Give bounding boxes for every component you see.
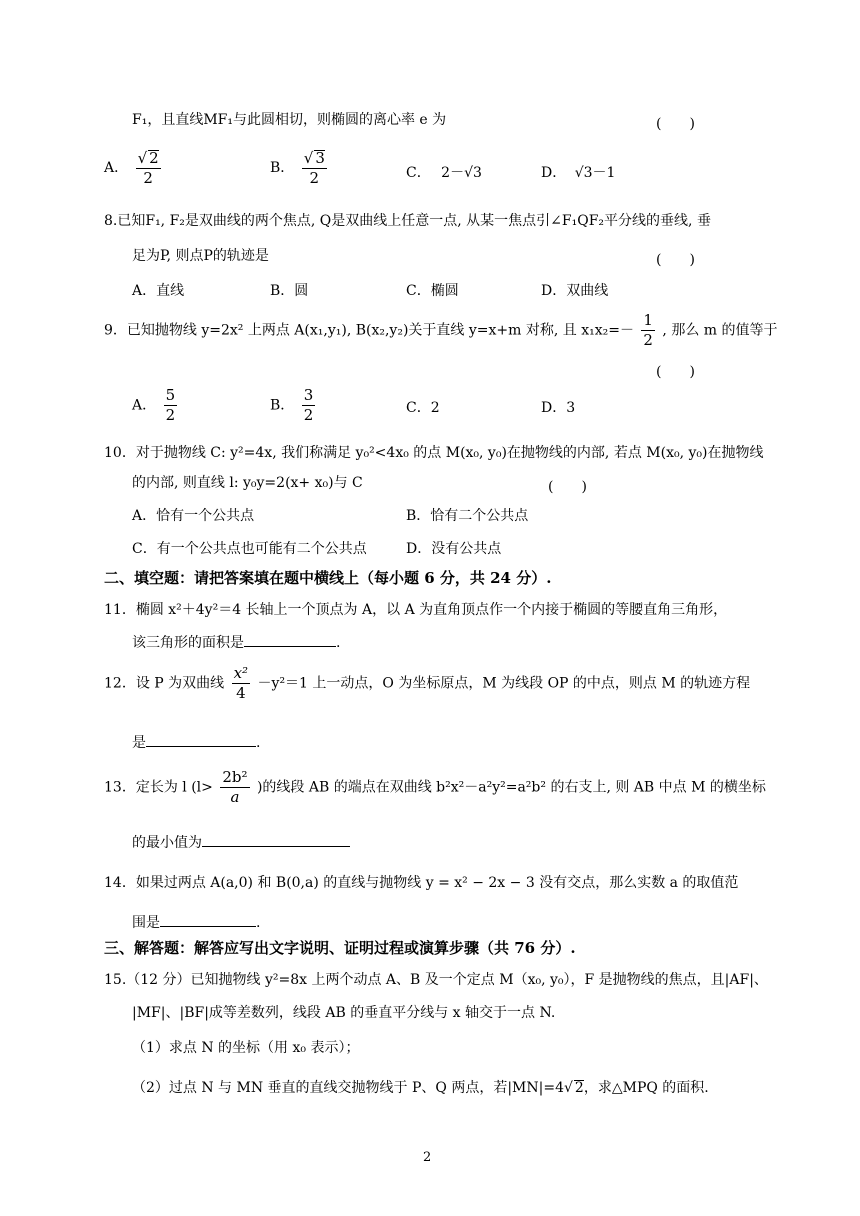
q15-part2: （2）过点 N 与 MN 垂直的直线交抛物线于 P、Q 两点，若|MN|=4√ 2，求△MPQ 的面积. (132, 1080, 709, 1096)
q9-option-b[interactable] (270, 388, 318, 423)
fraction (220, 770, 249, 805)
numerator: 1 (643, 311, 653, 329)
q15-line2: |MF|、|BF|成等差数列，线段 AB 的垂直平分线与 x 轴交于一点 N. (132, 1005, 556, 1021)
page-number: 2 (423, 1150, 432, 1165)
section-2-title: 二、填空题：请把答案填在题中横线上（每小题 6 分，共 24 分）. (104, 569, 552, 587)
q10-line2: 的内部, 则直线 l: y₀y=2(x+ x₀)与 C (132, 475, 363, 491)
q8-option-a[interactable]: A．直线 (132, 283, 185, 299)
q10-option-b[interactable]: B．恰有二个公共点 (406, 508, 529, 524)
q10-option-d[interactable]: D．没有公共点 (406, 541, 502, 557)
q12-line1 (104, 666, 750, 701)
q7-option-a[interactable] (104, 150, 164, 186)
q8-line1: 8.已知F₁, F₂是双曲线的两个焦点, Q是双曲线上任意一点, 从某一焦点引∠F₁QF₂平分线的垂线, 垂 (104, 213, 711, 229)
radicand: 2 (574, 1080, 584, 1096)
denominator: 2 (165, 406, 176, 424)
option-label: A． (104, 160, 129, 176)
q15-line1: 15.（12 分）已知抛物线 y²=8x 上两个动点 A、B 及一个定点 M（x₀, y₀），F 是抛物线的焦点，且|AF|、 (104, 972, 768, 988)
numerator: √ 3 (303, 149, 325, 167)
numerator: 2b² (222, 768, 248, 786)
q14-line1: 14．如果过两点 A(a,0) 和 B(0,a) 的直线与抛物线 y = x² − 2x − 3 没有交点，那么实数 a 的取值范 (104, 875, 739, 891)
q12-text-a: 12．设 P 为双曲线 (104, 675, 225, 692)
option-label: B． (270, 160, 295, 176)
answer-paren: ( ) (656, 252, 695, 268)
q13-text-b: )的线段 AB 的端点在双曲线 b²x²－a²y²=a²b² 的右支上, 则 AB 中点 M 的横坐标 (256, 779, 766, 796)
numerator: 3 (303, 386, 314, 404)
q11-line2: 该三角形的面积是 . (132, 635, 341, 651)
answer-paren: ( ) (548, 479, 587, 495)
q12-text-c: 是 (132, 735, 146, 751)
denominator: 2 (303, 406, 314, 424)
fraction (232, 666, 250, 701)
denominator: 4 (236, 684, 246, 702)
q9-option-d[interactable]: D．3 (541, 400, 576, 416)
q9-text-b: , 那么 m 的值等于 (662, 322, 778, 339)
fraction (302, 150, 327, 186)
q13-text-c: 的最小值为 (132, 835, 202, 851)
q7-option-b[interactable] (270, 150, 330, 186)
numerator: 5 (165, 386, 176, 404)
denominator: 2 (643, 331, 653, 349)
q8-option-d[interactable]: D．双曲线 (541, 283, 609, 299)
fraction (164, 388, 178, 423)
denominator: 2 (309, 169, 320, 187)
numerator: √ 2 (137, 149, 159, 167)
answer-blank[interactable] (146, 746, 256, 747)
fraction (302, 388, 316, 423)
q8-option-b[interactable]: B．圆 (270, 283, 309, 299)
q10-line1: 10．对于抛物线 C: y²=4x, 我们称满足 y₀²<4x₀ 的点 M(x₀, y₀)在抛物线的内部, 若点 M(x₀, y₀)在抛物线 (104, 445, 764, 461)
q7-tail: F₁，且直线MF₁与此圆相切，则椭圆的离心率 e 为 (132, 112, 447, 128)
q9-option-c[interactable]: C．2 (406, 400, 440, 416)
answer-paren: ( ) (656, 116, 695, 132)
denominator: a (230, 788, 240, 806)
answer-paren: ( ) (656, 364, 695, 380)
radicand: 2 (149, 149, 159, 167)
option-label: B． (270, 397, 295, 414)
q8-option-c[interactable]: C．椭圆 (406, 283, 459, 299)
q13-line1 (104, 770, 766, 805)
q11-text: 该三角形的面积是 (132, 635, 244, 651)
q8-line2: 足为P, 则点P的轨迹是 (132, 248, 269, 264)
radicand: 3 (315, 149, 325, 167)
q9-line1 (104, 313, 778, 348)
numerator: x² (233, 664, 249, 682)
q12-line2: 是 . (132, 735, 261, 751)
q14-line2: 围是 . (132, 915, 261, 931)
answer-blank[interactable] (160, 926, 256, 927)
q9-option-a[interactable] (132, 388, 180, 423)
answer-blank[interactable] (202, 846, 350, 847)
option-value: √3－1 (574, 165, 616, 181)
option-label: A． (132, 397, 157, 414)
q10-option-a[interactable]: A．恰有一个公共点 (132, 508, 255, 524)
q14-text: 围是 (132, 915, 160, 931)
q15-part2-text-b: ，求△MPQ 的面积. (583, 1080, 709, 1096)
q15-part2-text-a: （2）过点 N 与 MN 垂直的直线交抛物线于 P、Q 两点，若|MN|=4 (132, 1080, 564, 1096)
fraction (136, 150, 161, 186)
q13-line2 (132, 836, 350, 850)
fraction (641, 313, 655, 348)
option-label: D． (541, 165, 567, 181)
section-3-title: 三、解答题：解答应写出文字说明、证明过程或演算步骤（共 76 分）. (104, 939, 576, 957)
q13-text-a: 13．定长为 l (l> (104, 779, 213, 796)
q7-option-d[interactable] (541, 166, 615, 180)
option-label: C． (406, 165, 431, 181)
denominator: 2 (143, 169, 153, 187)
answer-blank[interactable] (244, 646, 336, 647)
q11-line1: 11．椭圆 x²＋4y²＝4 长轴上一个顶点为 A，以 A 为直角顶点作一个内接于椭圆的等腰直角三角形， (104, 602, 728, 618)
q7-option-c[interactable] (406, 166, 482, 180)
q15-part1: （1）求点 N 的坐标（用 x₀ 表示）； (132, 1040, 360, 1056)
q10-option-c[interactable]: C．有一个公共点也可能有二个公共点 (132, 541, 367, 557)
q9-text-a: 9．已知抛物线 y=2x² 上两点 A(x₁,y₁), B(x₂,y₂)关于直线 y=x+m 对称, 且 x₁x₂=－ (104, 322, 634, 339)
option-value: 2－√3 (441, 165, 482, 181)
q12-text-b: －y²＝1 上一动点，O 为坐标原点，M 为线段 OP 的中点，则点 M 的轨迹方程 (257, 675, 751, 692)
